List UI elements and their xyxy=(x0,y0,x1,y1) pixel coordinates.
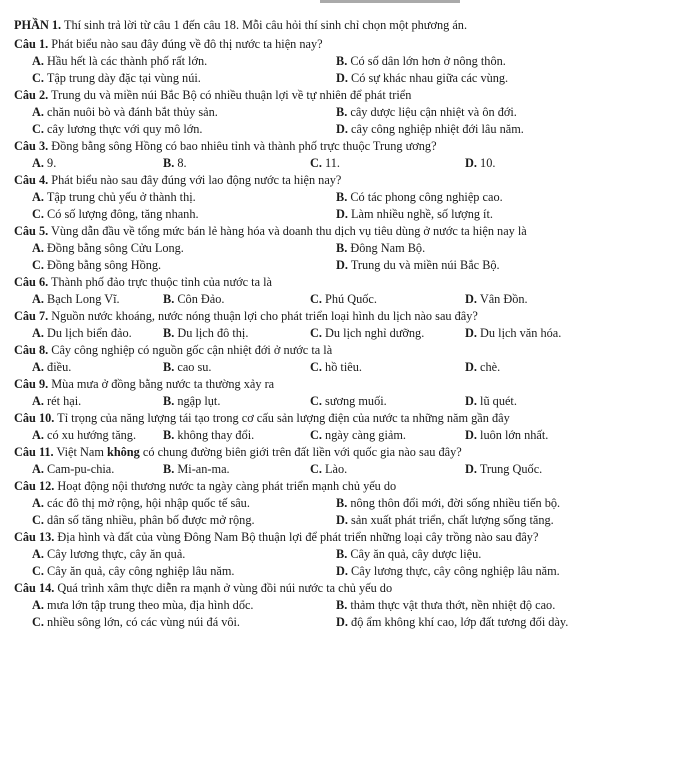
option-letter: B. xyxy=(163,394,175,408)
answer-option[interactable] xyxy=(336,189,676,206)
question-text: không xyxy=(106,445,140,459)
option-letter: A. xyxy=(32,462,44,476)
answer-option[interactable] xyxy=(336,104,676,121)
question-3 xyxy=(14,138,682,172)
question-stem xyxy=(14,308,682,325)
answer-option[interactable] xyxy=(336,206,676,223)
question-2 xyxy=(14,87,682,138)
question-text: Mùa mưa ở đồng bằng nước ta thường xảy ra xyxy=(48,377,275,391)
option-letter: D. xyxy=(336,71,348,85)
option-text: cây lương thực với quy mô lớn. xyxy=(43,122,203,136)
answer-options xyxy=(14,53,682,87)
question-stem xyxy=(14,223,682,240)
option-text: cây dược liệu cận nhiệt và ôn đới. xyxy=(347,105,517,119)
option-text: Bạch Long Vĩ. xyxy=(43,292,120,306)
option-text: Có số lượng đông, tăng nhanh. xyxy=(43,207,199,221)
option-letter: A. xyxy=(32,54,44,68)
option-letter: C. xyxy=(32,207,44,221)
question-number: Câu 11. xyxy=(14,445,54,459)
option-text: mưa lớn tập trung theo mùa, địa hình dốc. xyxy=(43,598,254,612)
answer-option[interactable] xyxy=(32,53,336,70)
answer-options xyxy=(14,495,682,529)
option-letter: B. xyxy=(163,156,175,170)
option-letter: D. xyxy=(465,462,477,476)
question-5 xyxy=(14,223,682,274)
option-text: Cây ăn quả, cây dược liệu. xyxy=(347,547,482,561)
question-number: Câu 12. xyxy=(14,479,55,493)
option-text: Du lịch nghỉ dưỡng. xyxy=(321,326,425,340)
option-letter: A. xyxy=(32,190,44,204)
option-text: ngày càng giảm. xyxy=(321,428,406,442)
option-letter: D. xyxy=(336,513,348,527)
option-letter: A. xyxy=(32,105,44,119)
answer-option[interactable] xyxy=(32,121,336,138)
option-letter: B. xyxy=(163,428,175,442)
answer-option[interactable] xyxy=(32,206,336,223)
option-letter: A. xyxy=(32,360,44,374)
option-text: Đồng bằng sông Hồng. xyxy=(43,258,162,272)
answer-options xyxy=(14,325,682,342)
answer-option[interactable] xyxy=(336,240,676,257)
answer-option[interactable] xyxy=(465,427,665,444)
option-letter: C. xyxy=(32,615,44,629)
option-letter: A. xyxy=(32,547,44,561)
option-letter: A. xyxy=(32,326,44,340)
answer-option[interactable] xyxy=(465,359,665,376)
option-letter: B. xyxy=(336,496,348,510)
answer-option[interactable] xyxy=(32,189,336,206)
answer-option[interactable] xyxy=(163,461,310,478)
answer-option[interactable] xyxy=(32,70,336,87)
answer-option[interactable] xyxy=(336,121,676,138)
question-text: Việt Nam xyxy=(53,445,107,459)
option-letter: C. xyxy=(32,122,44,136)
question-14 xyxy=(14,580,682,631)
answer-options xyxy=(14,597,682,631)
question-stem xyxy=(14,274,682,291)
question-stem xyxy=(14,36,682,53)
question-number: Câu 1. xyxy=(14,37,49,51)
option-text: Hầu hết là các thành phố rất lớn. xyxy=(43,54,208,68)
question-number: Câu 14. xyxy=(14,581,55,595)
answer-option[interactable] xyxy=(310,325,465,342)
answer-option[interactable] xyxy=(163,155,310,172)
answer-option[interactable] xyxy=(465,461,665,478)
option-letter: D. xyxy=(465,156,477,170)
option-text: độ ẩm không khí cao, lớp đất tương đối dày. xyxy=(347,615,569,629)
answer-option[interactable] xyxy=(336,512,676,529)
question-number: Câu 3. xyxy=(14,139,49,153)
option-text: sản xuất phát triển, chất lượng sống tăng. xyxy=(347,513,554,527)
question-text: Tỉ trọng của năng lượng tái tạo trong cơ cấu sản lượng điện của nước ta những năm gần đây xyxy=(54,411,510,425)
question-stem xyxy=(14,172,682,189)
question-6 xyxy=(14,274,682,308)
answer-option[interactable] xyxy=(465,155,665,172)
answer-option[interactable] xyxy=(465,325,665,342)
answer-options xyxy=(14,461,682,478)
answer-options xyxy=(14,189,682,223)
option-text: 11. xyxy=(321,156,340,170)
option-letter: C. xyxy=(32,258,44,272)
answer-options xyxy=(14,427,682,444)
answer-option[interactable] xyxy=(32,104,336,121)
option-text: nông thôn đổi mới, đời sống nhiều tiến bộ. xyxy=(347,496,561,510)
question-stem xyxy=(14,580,682,597)
option-letter: B. xyxy=(163,326,175,340)
option-text: Vân Đồn. xyxy=(476,292,528,306)
option-text: 10. xyxy=(476,156,496,170)
option-letter: C. xyxy=(310,428,322,442)
option-text: Cây ăn quả, cây công nghiệp lâu năm. xyxy=(43,564,235,578)
option-letter: A. xyxy=(32,292,44,306)
answer-option[interactable] xyxy=(32,325,163,342)
question-stem xyxy=(14,138,682,155)
question-9 xyxy=(14,376,682,410)
option-text: Có tác phong công nghiệp cao. xyxy=(347,190,503,204)
question-number: Câu 10. xyxy=(14,411,55,425)
option-letter: B. xyxy=(336,241,348,255)
question-stem xyxy=(14,410,682,427)
answer-option[interactable] xyxy=(163,427,310,444)
option-text: Tập trung dày đặc tại vùng núi. xyxy=(43,71,201,85)
option-text: Cam-pu-chia. xyxy=(43,462,115,476)
option-text: 9. xyxy=(43,156,57,170)
option-letter: D. xyxy=(336,207,348,221)
option-text: Du lịch biển đảo. xyxy=(43,326,132,340)
answer-option[interactable] xyxy=(336,614,676,631)
answer-option[interactable] xyxy=(163,359,310,376)
answer-option[interactable] xyxy=(310,291,465,308)
option-text: Du lịch đô thị. xyxy=(174,326,249,340)
question-text: Địa hình và đất của vùng Đông Nam Bộ thuận lợi để phát triển những loại cây trồng nào sau đây? xyxy=(54,530,539,544)
question-stem xyxy=(14,342,682,359)
option-text: Cây lương thực, cây công nghiệp lâu năm. xyxy=(347,564,560,578)
answer-options xyxy=(14,393,682,410)
option-letter: C. xyxy=(310,326,322,340)
option-letter: D. xyxy=(336,615,348,629)
answer-option[interactable] xyxy=(163,291,310,308)
option-text: sương muối. xyxy=(321,394,387,408)
question-7 xyxy=(14,308,682,342)
question-text: Trung du và miền núi Bắc Bộ có nhiều thuận lợi về tự nhiên để phát triển xyxy=(48,88,412,102)
option-text: Trung du và miền núi Bắc Bộ. xyxy=(347,258,500,272)
answer-option[interactable] xyxy=(32,512,336,529)
option-letter: A. xyxy=(32,241,44,255)
answer-options xyxy=(14,104,682,138)
answer-option[interactable] xyxy=(32,291,163,308)
question-text: Nguồn nước khoáng, nước nóng thuận lợi cho phát triển loại hình du lịch nào sau đây? xyxy=(48,309,478,323)
question-stem xyxy=(14,478,682,495)
option-letter: D. xyxy=(465,360,477,374)
option-letter: C. xyxy=(310,394,322,408)
answer-option[interactable] xyxy=(163,393,310,410)
option-text: Lào. xyxy=(321,462,348,476)
option-letter: B. xyxy=(336,190,348,204)
option-text: thảm thực vật thưa thớt, nền nhiệt độ cao. xyxy=(347,598,556,612)
question-text: Cây công nghiệp có nguồn gốc cận nhiệt đới ở nước ta là xyxy=(48,343,333,357)
option-letter: D. xyxy=(465,394,477,408)
answer-option[interactable] xyxy=(336,563,676,580)
answer-options xyxy=(14,546,682,580)
option-text: dân số tăng nhiều, phân bố được mở rộng. xyxy=(43,513,255,527)
answer-option[interactable] xyxy=(336,53,676,70)
question-stem xyxy=(14,87,682,104)
section-instruction: Thí sinh trả lời từ câu 1 đến câu 18. Mỗi câu hỏi thí sinh chỉ chọn một phương án. xyxy=(61,18,468,32)
top-rule xyxy=(320,0,460,3)
answer-option[interactable] xyxy=(32,427,163,444)
answer-option[interactable] xyxy=(32,461,163,478)
question-number: Câu 4. xyxy=(14,173,49,187)
answer-options xyxy=(14,155,682,172)
answer-option[interactable] xyxy=(465,393,665,410)
option-letter: B. xyxy=(163,360,175,374)
option-text: hồ tiêu. xyxy=(321,360,362,374)
option-letter: C. xyxy=(310,292,322,306)
option-letter: D. xyxy=(336,564,348,578)
answer-option[interactable] xyxy=(32,257,336,274)
option-letter: B. xyxy=(336,547,348,561)
option-letter: A. xyxy=(32,496,44,510)
answer-option[interactable] xyxy=(32,546,336,563)
question-number: Câu 7. xyxy=(14,309,49,323)
option-letter: C. xyxy=(310,462,322,476)
answer-option[interactable] xyxy=(32,597,336,614)
answer-option[interactable] xyxy=(465,291,665,308)
answer-option[interactable] xyxy=(336,257,676,274)
answer-options xyxy=(14,359,682,376)
option-text: lũ quét. xyxy=(476,394,517,408)
answer-option[interactable] xyxy=(310,359,465,376)
question-stem xyxy=(14,444,682,461)
option-text: Làm nhiều nghề, số lượng ít. xyxy=(347,207,493,221)
option-letter: B. xyxy=(336,598,348,612)
question-number: Câu 9. xyxy=(14,377,49,391)
question-text: Phát biểu nào sau đây đúng với lao động nước ta hiện nay? xyxy=(48,173,342,187)
question-11 xyxy=(14,444,682,478)
option-letter: A. xyxy=(32,394,44,408)
answer-option[interactable] xyxy=(310,393,465,410)
option-text: 8. xyxy=(174,156,187,170)
option-text: Có sự khác nhau giữa các vùng. xyxy=(347,71,509,85)
option-text: Đồng bằng sông Cửu Long. xyxy=(43,241,184,255)
answer-option[interactable] xyxy=(32,495,336,512)
question-number: Câu 13. xyxy=(14,530,55,544)
answer-option[interactable] xyxy=(163,325,310,342)
answer-option[interactable] xyxy=(32,359,163,376)
option-text: điều. xyxy=(43,360,72,374)
question-text: Thành phố đảo trực thuộc tỉnh của nước ta là xyxy=(48,275,272,289)
option-text: cây công nghiệp nhiệt đới lâu năm. xyxy=(347,122,524,136)
answer-option[interactable] xyxy=(32,563,336,580)
option-letter: D. xyxy=(465,428,477,442)
option-letter: C. xyxy=(310,360,322,374)
question-number: Câu 8. xyxy=(14,343,49,357)
option-letter: C. xyxy=(310,156,322,170)
question-stem xyxy=(14,376,682,393)
option-text: rét hại. xyxy=(43,394,82,408)
question-text: Phát biểu nào sau đây đúng về đô thị nước ta hiện nay? xyxy=(48,37,323,51)
answer-option[interactable] xyxy=(336,495,676,512)
section-heading xyxy=(14,17,682,34)
option-text: không thay đổi. xyxy=(174,428,255,442)
answer-option[interactable] xyxy=(336,546,676,563)
option-text: Có số dân lớn hơn ở nông thôn. xyxy=(347,54,506,68)
option-letter: D. xyxy=(465,326,477,340)
option-letter: B. xyxy=(336,105,348,119)
answer-option[interactable] xyxy=(32,614,336,631)
question-stem xyxy=(14,529,682,546)
answer-option[interactable] xyxy=(32,240,336,257)
option-text: các đô thị mở rộng, hội nhập quốc tế sâu. xyxy=(43,496,250,510)
option-text: Côn Đảo. xyxy=(174,292,225,306)
question-text: Đồng bằng sông Hồng có bao nhiêu tỉnh và thành phố trực thuộc Trung ương? xyxy=(48,139,437,153)
option-letter: D. xyxy=(465,292,477,306)
option-text: ngập lụt. xyxy=(174,394,221,408)
option-text: Cây lương thực, cây ăn quả. xyxy=(43,547,186,561)
question-number: Câu 2. xyxy=(14,88,49,102)
option-text: luôn lớn nhất. xyxy=(476,428,549,442)
option-text: Mi-an-ma. xyxy=(174,462,230,476)
option-letter: C. xyxy=(32,71,44,85)
option-text: Phú Quốc. xyxy=(321,292,377,306)
option-text: Tập trung chủ yếu ở thành thị. xyxy=(43,190,196,204)
option-letter: A. xyxy=(32,598,44,612)
section-title: PHẦN 1. xyxy=(14,18,62,32)
option-text: nhiều sông lớn, có các vùng núi đá vôi. xyxy=(43,615,241,629)
option-letter: A. xyxy=(32,156,44,170)
option-letter: B. xyxy=(336,54,348,68)
question-8 xyxy=(14,342,682,376)
answer-options xyxy=(14,291,682,308)
option-letter: B. xyxy=(163,292,175,306)
answer-option[interactable] xyxy=(310,155,465,172)
option-text: Du lịch văn hóa. xyxy=(476,326,562,340)
question-13 xyxy=(14,529,682,580)
option-text: Trung Quốc. xyxy=(476,462,543,476)
option-text: cao su. xyxy=(174,360,212,374)
option-text: chăn nuôi bò và đánh bắt thủy sản. xyxy=(43,105,218,119)
question-text: Hoạt động nội thương nước ta ngày càng phát triển mạnh chủ yếu do xyxy=(54,479,397,493)
question-4 xyxy=(14,172,682,223)
option-letter: C. xyxy=(32,513,44,527)
answer-option[interactable] xyxy=(310,427,465,444)
question-text: Quá trình xâm thực diễn ra mạnh ở vùng đồi núi nước ta chủ yếu do xyxy=(54,581,393,595)
answer-option[interactable] xyxy=(32,155,163,172)
question-number: Câu 5. xyxy=(14,224,49,238)
option-text: chè. xyxy=(476,360,501,374)
option-letter: A. xyxy=(32,428,44,442)
option-letter: C. xyxy=(32,564,44,578)
answer-option[interactable] xyxy=(336,70,676,87)
answer-option[interactable] xyxy=(310,461,465,478)
answer-options xyxy=(14,240,682,274)
question-12 xyxy=(14,478,682,529)
option-letter: D. xyxy=(336,122,348,136)
question-text: Vùng dẫn đầu về tổng mức bán lẻ hàng hóa và doanh thu dịch vụ tiêu dùng ở nước ta hiện nay là xyxy=(48,224,527,238)
option-text: Đông Nam Bộ. xyxy=(347,241,426,255)
question-number: Câu 6. xyxy=(14,275,49,289)
option-letter: D. xyxy=(336,258,348,272)
option-text: có xu hướng tăng. xyxy=(43,428,137,442)
option-letter: B. xyxy=(163,462,175,476)
question-list xyxy=(14,17,682,631)
answer-option[interactable] xyxy=(32,393,163,410)
question-10 xyxy=(14,410,682,444)
question-1 xyxy=(14,36,682,87)
answer-option[interactable] xyxy=(336,597,676,614)
question-text: có chung đường biên giới trên đất liền với quốc gia nào sau đây? xyxy=(139,445,462,459)
